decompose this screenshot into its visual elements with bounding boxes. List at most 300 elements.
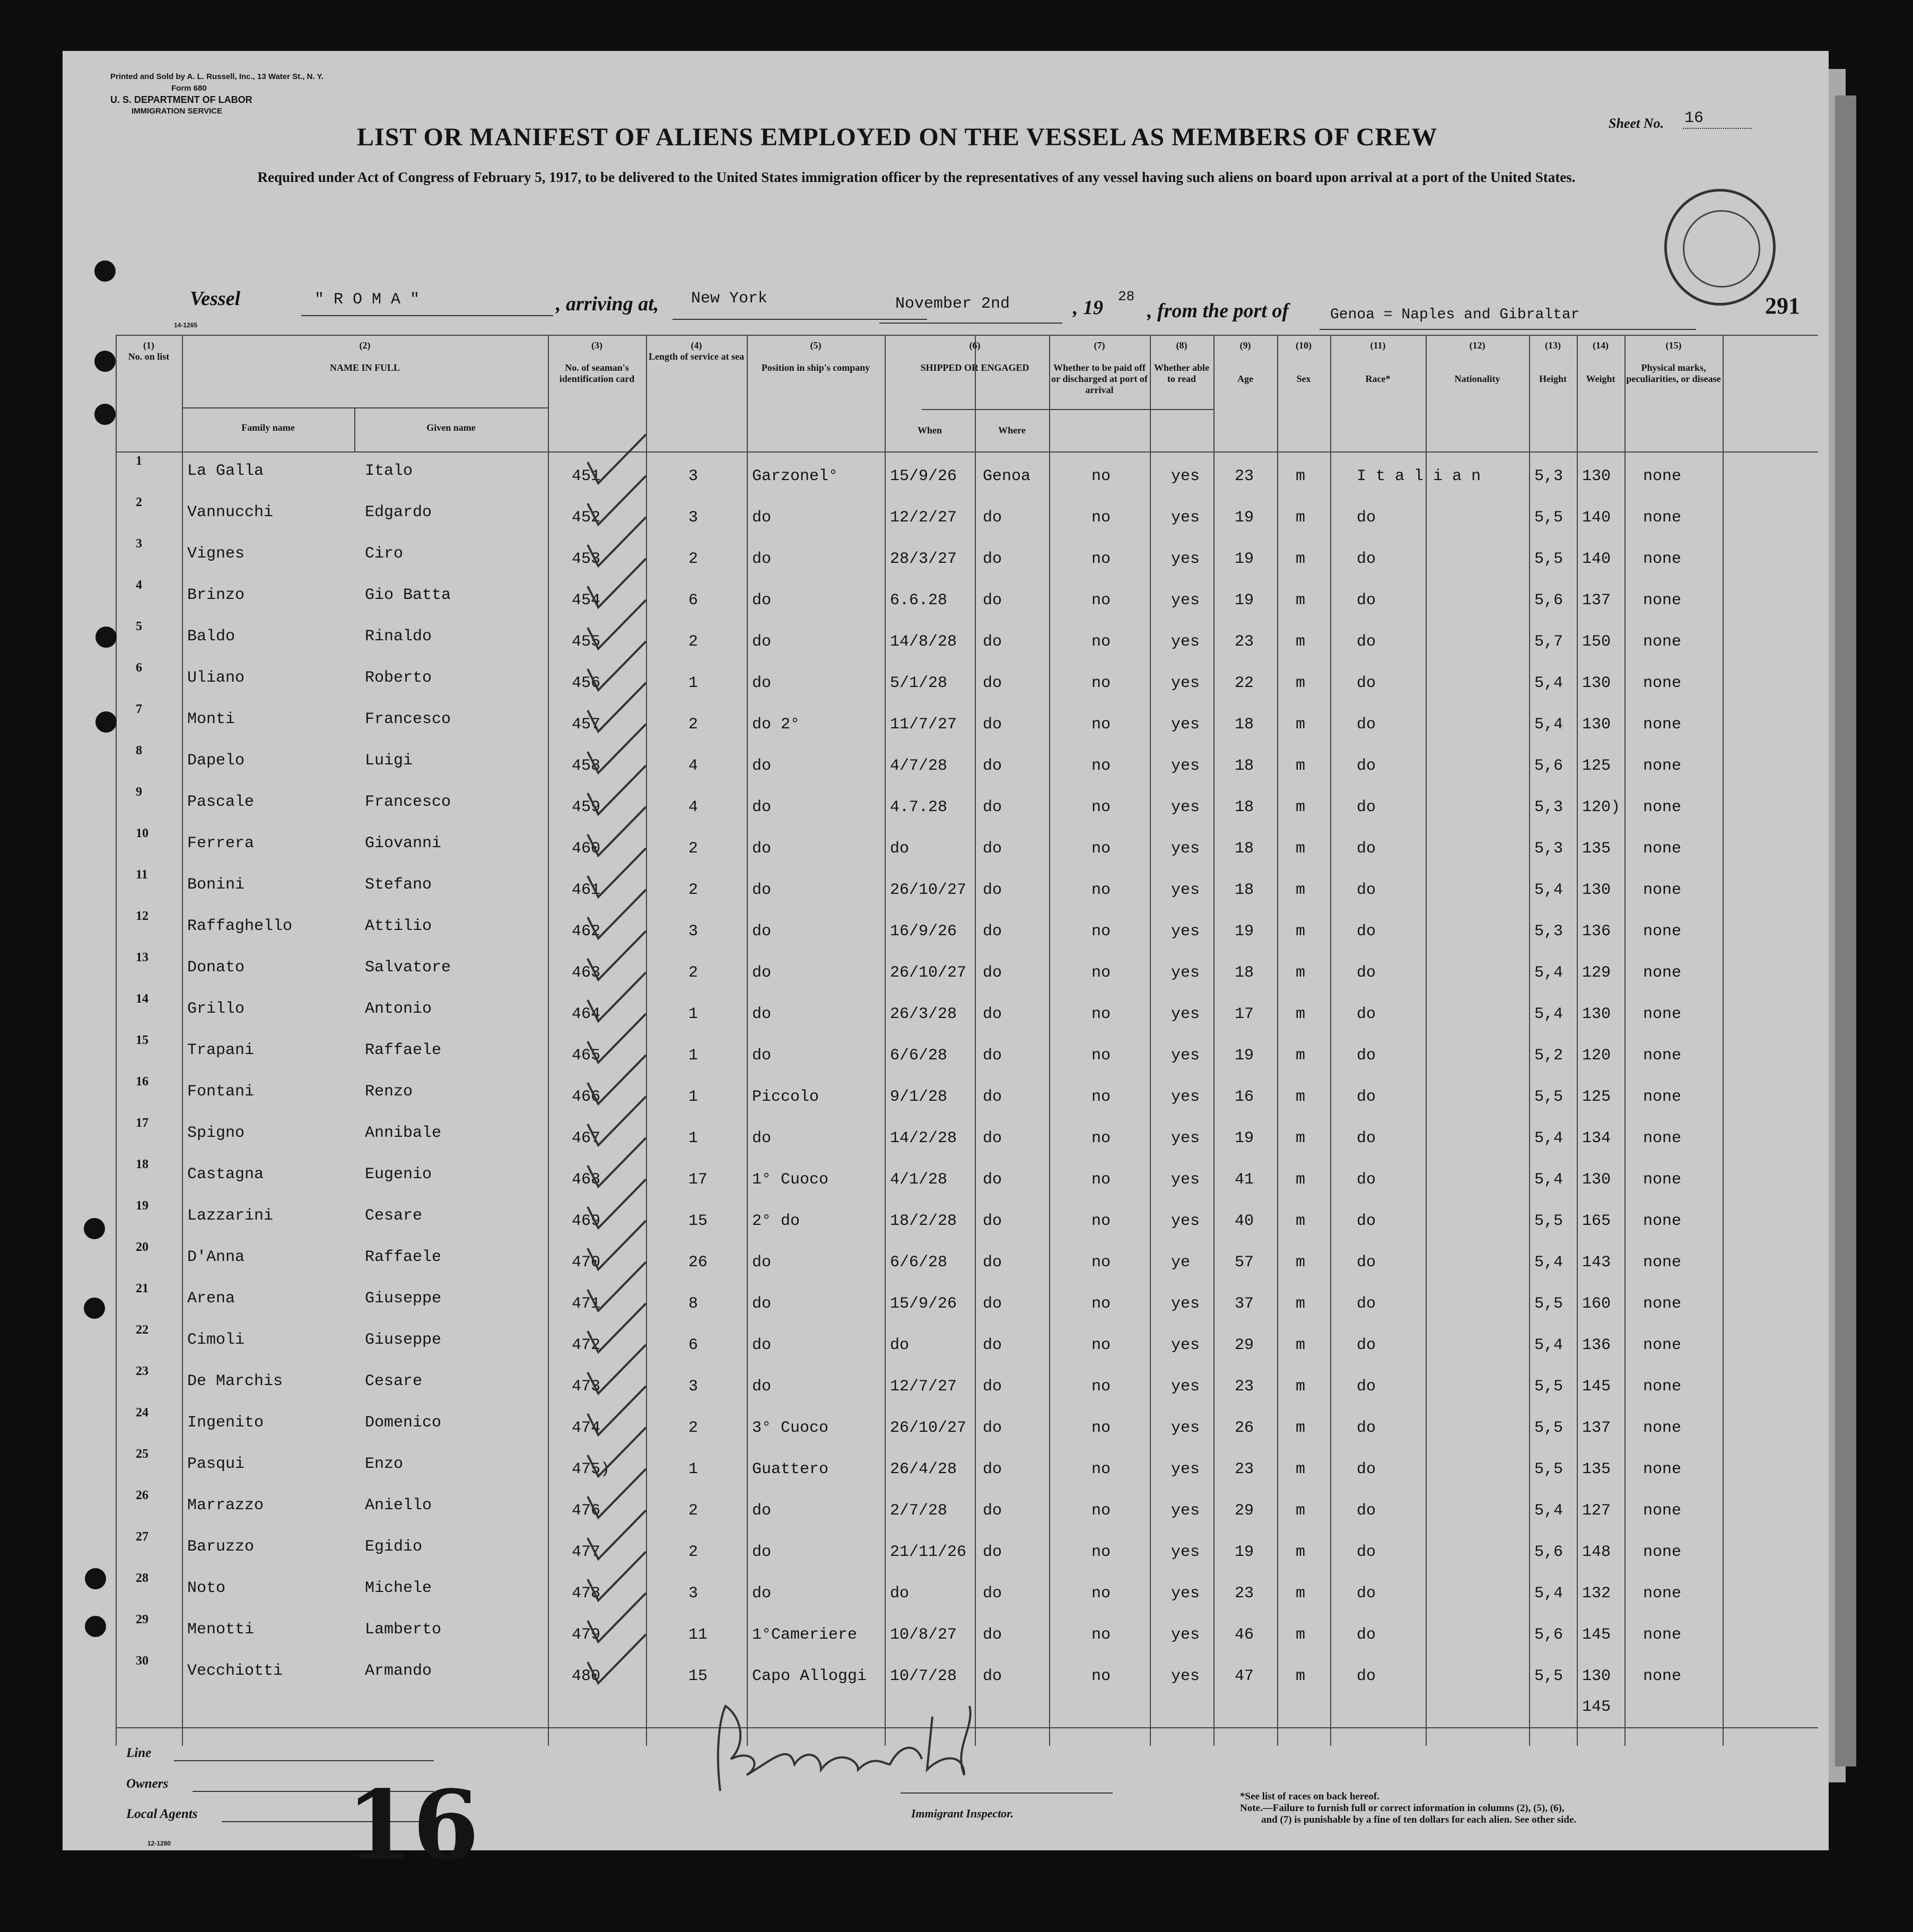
- able-to-read-cell: yes: [1171, 1005, 1200, 1023]
- physical-marks-cell: none: [1643, 1667, 1682, 1685]
- shipped-when-cell: 26/10/27: [890, 964, 967, 982]
- race-cell: do: [1357, 550, 1376, 568]
- position-cell: do: [752, 964, 772, 982]
- family-name-cell: La Galla: [187, 462, 264, 480]
- physical-marks-cell: none: [1643, 674, 1682, 692]
- age-cell: 18: [1235, 757, 1254, 775]
- given-name-cell: Aniello: [365, 1496, 432, 1515]
- sex-cell: m: [1296, 467, 1306, 485]
- paid-off-cell: no: [1091, 1543, 1111, 1561]
- able-to-read-cell: yes: [1171, 509, 1200, 527]
- service-length-cell: 2: [688, 1419, 698, 1437]
- inspector-label: Immigrant Inspector.: [911, 1807, 1014, 1820]
- weight-cell: 130: [1582, 881, 1611, 899]
- card-number-cell: 463: [572, 964, 601, 982]
- card-number-cell: 461: [572, 881, 601, 899]
- able-to-read-cell: yes: [1171, 633, 1200, 651]
- printer-credit: Printed and Sold by A. L. Russell, Inc., 13 Water St., N. Y.: [110, 72, 324, 81]
- row-number: 26: [136, 1489, 149, 1502]
- binding-hole: [84, 1218, 105, 1239]
- service-label: IMMIGRATION SERVICE: [132, 107, 223, 116]
- shipped-when-cell: 15/9/26: [890, 1295, 957, 1313]
- position-cell: 1° Cuoco: [752, 1171, 829, 1189]
- family-name-cell: Baldo: [187, 628, 235, 646]
- weight-cell: 135: [1582, 840, 1611, 858]
- family-name-cell: Monti: [187, 710, 235, 728]
- height-cell: 5,3: [1534, 798, 1563, 816]
- physical-marks-cell: none: [1643, 1295, 1682, 1313]
- card-number-cell: 466: [572, 1088, 601, 1106]
- age-cell: 19: [1235, 1543, 1254, 1561]
- row-number: 29: [136, 1613, 149, 1626]
- age-cell: 23: [1235, 1378, 1254, 1396]
- service-length-cell: 15: [688, 1212, 708, 1230]
- row-number: 19: [136, 1199, 149, 1213]
- arriving-label: , arriving at,: [556, 293, 659, 315]
- height-cell: 5,5: [1534, 1419, 1563, 1437]
- sex-cell: m: [1296, 1171, 1306, 1189]
- paid-off-cell: no: [1091, 591, 1111, 610]
- paid-off-cell: no: [1091, 674, 1111, 692]
- position-cell: do: [752, 840, 772, 858]
- position-cell: Piccolo: [752, 1088, 819, 1106]
- race-cell: do: [1357, 1502, 1376, 1520]
- sex-cell: m: [1296, 1088, 1306, 1106]
- weight-cell: 165: [1582, 1212, 1611, 1230]
- position-cell: do: [752, 1543, 772, 1561]
- able-to-read-cell: ye: [1171, 1254, 1191, 1272]
- physical-marks-cell: none: [1643, 1336, 1682, 1354]
- shipped-where-cell: do: [983, 1667, 1002, 1685]
- card-number-cell: 454: [572, 591, 601, 610]
- paid-off-cell: no: [1091, 840, 1111, 858]
- family-name-cell: Brinzo: [187, 586, 245, 604]
- col12-header: (12) Nationality: [1454, 340, 1500, 384]
- able-to-read-cell: yes: [1171, 1419, 1200, 1437]
- col6-where-header: Where: [998, 425, 1026, 436]
- paid-off-cell: no: [1091, 1047, 1111, 1065]
- position-cell: do: [752, 591, 772, 610]
- service-length-cell: 11: [688, 1626, 708, 1644]
- height-cell: 5,4: [1534, 1502, 1563, 1520]
- shipped-where-cell: do: [983, 881, 1002, 899]
- col14-header: (14) Weight: [1586, 340, 1615, 384]
- age-cell: 23: [1235, 1460, 1254, 1478]
- able-to-read-cell: yes: [1171, 1460, 1200, 1478]
- race-cell: do: [1357, 1005, 1376, 1023]
- row-number: 16: [136, 1075, 149, 1089]
- race-cell: do: [1357, 1088, 1376, 1106]
- family-name-cell: Donato: [187, 959, 245, 977]
- binding-hole: [85, 1616, 106, 1637]
- service-length-cell: 3: [688, 467, 698, 485]
- card-number-cell: 464: [572, 1005, 601, 1023]
- sex-cell: m: [1296, 1212, 1306, 1230]
- row-number: 5: [136, 620, 142, 633]
- physical-marks-cell: none: [1643, 1543, 1682, 1561]
- card-number-cell: 468: [572, 1171, 601, 1189]
- family-name-cell: De Marchis: [187, 1372, 283, 1390]
- sex-cell: m: [1296, 1502, 1306, 1520]
- card-number-cell: 472: [572, 1336, 601, 1354]
- weight-cell: 137: [1582, 1419, 1611, 1437]
- from-port: Genoa = Naples and Gibraltar: [1330, 307, 1580, 323]
- physical-marks-cell: none: [1643, 550, 1682, 568]
- service-length-cell: 1: [688, 1460, 698, 1478]
- sex-cell: m: [1296, 550, 1306, 568]
- shipped-when-cell: 26/4/28: [890, 1460, 957, 1478]
- given-name-cell: Annibale: [365, 1124, 442, 1142]
- binding-hole: [95, 711, 117, 733]
- family-name-cell: Fontani: [187, 1083, 255, 1101]
- col5-header: (5) Position in ship's company: [761, 340, 870, 373]
- weight-cell: 136: [1582, 1336, 1611, 1354]
- sex-cell: m: [1296, 757, 1306, 775]
- family-name-cell: Vannucchi: [187, 503, 274, 521]
- service-length-cell: 1: [688, 674, 698, 692]
- shipped-where-cell: do: [983, 716, 1002, 734]
- sex-cell: m: [1296, 1543, 1306, 1561]
- arriving-underline: [672, 319, 927, 320]
- paid-off-cell: no: [1091, 964, 1111, 982]
- given-name-cell: Armando: [365, 1662, 432, 1680]
- age-cell: 19: [1235, 923, 1254, 941]
- able-to-read-cell: yes: [1171, 1667, 1200, 1685]
- row-number: 11: [136, 868, 148, 882]
- col7-header: (7) Whether to be paid off or discharged at port of arrival: [1051, 340, 1148, 395]
- able-to-read-cell: yes: [1171, 1295, 1200, 1313]
- shipped-where-cell: do: [983, 1378, 1002, 1396]
- shipped-when-cell: 28/3/27: [890, 550, 957, 568]
- height-cell: 5,4: [1534, 716, 1563, 734]
- height-cell: 5,5: [1534, 509, 1563, 527]
- able-to-read-cell: yes: [1171, 840, 1200, 858]
- shipped-when-cell: 21/11/26: [890, 1543, 967, 1561]
- race-cell: do: [1357, 1336, 1376, 1354]
- sex-cell: m: [1296, 674, 1306, 692]
- able-to-read-cell: yes: [1171, 1088, 1200, 1106]
- footer-note-2: Note.—Failure to furnish full or correct information in columns (2), (5), (6),: [1240, 1803, 1565, 1814]
- position-cell: do: [752, 923, 772, 941]
- year-label: , 19: [1073, 297, 1103, 319]
- physical-marks-cell: none: [1643, 840, 1682, 858]
- paid-off-cell: no: [1091, 1129, 1111, 1147]
- given-name-cell: Cesare: [365, 1207, 423, 1225]
- paid-off-cell: no: [1091, 1585, 1111, 1603]
- family-name-cell: Pasqui: [187, 1455, 245, 1473]
- age-cell: 18: [1235, 881, 1254, 899]
- paid-off-cell: no: [1091, 923, 1111, 941]
- service-length-cell: 1: [688, 1047, 698, 1065]
- paid-off-cell: no: [1091, 1626, 1111, 1644]
- paid-off-cell: no: [1091, 633, 1111, 651]
- sex-cell: m: [1296, 1336, 1306, 1354]
- service-length-cell: 6: [688, 1336, 698, 1354]
- card-number-cell: 462: [572, 923, 601, 941]
- race-cell: do: [1357, 1460, 1376, 1478]
- given-name-cell: Antonio: [365, 1000, 432, 1018]
- sex-cell: m: [1296, 1378, 1306, 1396]
- weight-cell: 130: [1582, 674, 1611, 692]
- shipped-when-cell: 9/1/28: [890, 1088, 948, 1106]
- row-number: 1: [136, 454, 142, 468]
- shipped-where-cell: do: [983, 633, 1002, 651]
- binding-hole: [85, 1568, 106, 1589]
- card-number-cell: 467: [572, 1129, 601, 1147]
- service-length-cell: 4: [688, 757, 698, 775]
- able-to-read-cell: yes: [1171, 1129, 1200, 1147]
- vessel-name: " R O M A ": [315, 291, 420, 309]
- race-cell: do: [1357, 1171, 1376, 1189]
- paid-off-cell: no: [1091, 1005, 1111, 1023]
- height-cell: 5,3: [1534, 840, 1563, 858]
- footer-form-code: 12-1280: [147, 1840, 171, 1847]
- sex-cell: m: [1296, 1419, 1306, 1437]
- shipped-where-cell: do: [983, 1336, 1002, 1354]
- shipped-where-cell: Genoa: [983, 467, 1031, 485]
- binding-hole: [94, 404, 116, 425]
- position-cell: do: [752, 1585, 772, 1603]
- row-number: 21: [136, 1282, 149, 1295]
- position-cell: do: [752, 1378, 772, 1396]
- card-number-cell: 480: [572, 1667, 601, 1685]
- age-cell: 41: [1235, 1171, 1254, 1189]
- shipped-where-cell: do: [983, 798, 1002, 816]
- row-number: 10: [136, 826, 149, 840]
- service-length-cell: 2: [688, 550, 698, 568]
- race-cell: do: [1357, 509, 1376, 527]
- row-number: 30: [136, 1654, 149, 1668]
- card-number-cell: 460: [572, 840, 601, 858]
- given-name-cell: Giuseppe: [365, 1290, 442, 1308]
- position-cell: Guattero: [752, 1460, 829, 1478]
- service-length-cell: 3: [688, 509, 698, 527]
- sex-cell: m: [1296, 591, 1306, 610]
- row-number: 12: [136, 909, 149, 923]
- height-cell: 5,3: [1534, 467, 1563, 485]
- position-cell: do: [752, 1336, 772, 1354]
- service-length-cell: 2: [688, 881, 698, 899]
- physical-marks-cell: none: [1643, 1502, 1682, 1520]
- height-cell: 5,6: [1534, 1626, 1563, 1644]
- service-length-cell: 2: [688, 964, 698, 982]
- binding-hole: [94, 351, 116, 372]
- card-number-cell: 470: [572, 1254, 601, 1272]
- shipped-when-cell: 4/7/28: [890, 757, 948, 775]
- given-name-cell: Domenico: [365, 1414, 442, 1432]
- height-cell: 5,4: [1534, 1585, 1563, 1603]
- weight-cell: 130: [1582, 1005, 1611, 1023]
- given-name-cell: Eugenio: [365, 1165, 432, 1183]
- position-cell: do: [752, 1502, 772, 1520]
- height-cell: 5,7: [1534, 633, 1563, 651]
- height-cell: 5,5: [1534, 1295, 1563, 1313]
- row-number: 4: [136, 578, 142, 592]
- position-cell: 3° Cuoco: [752, 1419, 829, 1437]
- row-number: 9: [136, 785, 142, 799]
- weight-cell: 145: [1582, 1378, 1611, 1396]
- footer-note-3: and (7) is punishable by a fine of ten dollars for each alien. See other side.: [1261, 1814, 1577, 1825]
- sex-cell: m: [1296, 716, 1306, 734]
- row-number: 13: [136, 951, 149, 964]
- age-cell: 40: [1235, 1212, 1254, 1230]
- shipped-where-cell: do: [983, 1585, 1002, 1603]
- family-name-cell: Arena: [187, 1290, 235, 1308]
- arrival-date: November 2nd: [895, 295, 1010, 313]
- weight-cell: 125: [1582, 1088, 1611, 1106]
- age-cell: 18: [1235, 964, 1254, 982]
- race-cell: do: [1357, 1543, 1376, 1561]
- family-name-cell: Raffaghello: [187, 917, 293, 935]
- family-name-cell: Marrazzo: [187, 1496, 264, 1515]
- extra-weight-cell: 145: [1582, 1698, 1611, 1716]
- physical-marks-cell: none: [1643, 633, 1682, 651]
- given-name-cell: Giovanni: [365, 834, 442, 852]
- physical-marks-cell: none: [1643, 1626, 1682, 1644]
- height-cell: 5,4: [1534, 1254, 1563, 1272]
- family-name-cell: Uliano: [187, 669, 245, 687]
- paid-off-cell: no: [1091, 757, 1111, 775]
- shipped-when-cell: do: [890, 1585, 910, 1603]
- sex-cell: m: [1296, 1129, 1306, 1147]
- row-number: 6: [136, 661, 142, 675]
- position-cell: do: [752, 798, 772, 816]
- height-cell: 5,3: [1534, 923, 1563, 941]
- shipped-when-cell: 14/8/28: [890, 633, 957, 651]
- able-to-read-cell: yes: [1171, 550, 1200, 568]
- given-name-cell: Cesare: [365, 1372, 423, 1390]
- family-name-cell: Noto: [187, 1579, 226, 1597]
- height-cell: 5,5: [1534, 1088, 1563, 1106]
- position-cell: do: [752, 550, 772, 568]
- vessel-underline: [301, 315, 553, 316]
- year-suffix: 28: [1118, 289, 1135, 304]
- able-to-read-cell: yes: [1171, 798, 1200, 816]
- family-name-cell: Grillo: [187, 1000, 245, 1018]
- shipped-when-cell: 4.7.28: [890, 798, 948, 816]
- inspector-underline: [901, 1792, 1113, 1794]
- card-number-cell: 458: [572, 757, 601, 775]
- row-number: 3: [136, 537, 142, 551]
- shipped-when-cell: 6/6/28: [890, 1254, 948, 1272]
- given-name-cell: Luigi: [365, 752, 413, 770]
- race-cell: do: [1357, 964, 1376, 982]
- row-number: 7: [136, 702, 142, 716]
- given-name-cell: Gio Batta: [365, 586, 451, 604]
- weight-cell: 130: [1582, 1667, 1611, 1685]
- race-cell: do: [1357, 1047, 1376, 1065]
- family-name-cell: Cimoli: [187, 1331, 245, 1349]
- binding-hole: [94, 260, 116, 282]
- age-cell: 18: [1235, 798, 1254, 816]
- given-name-cell: Roberto: [365, 669, 432, 687]
- height-cell: 5,5: [1534, 1378, 1563, 1396]
- weight-cell: 130: [1582, 1171, 1611, 1189]
- col15-header: (15) Physical marks, peculiarities, or disease: [1626, 340, 1721, 384]
- row-number: 14: [136, 992, 149, 1006]
- card-number-cell: 473: [572, 1378, 601, 1396]
- card-number-cell: 474: [572, 1419, 601, 1437]
- physical-marks-cell: none: [1643, 1047, 1682, 1065]
- age-cell: 19: [1235, 550, 1254, 568]
- physical-marks-cell: none: [1643, 881, 1682, 899]
- weight-cell: 140: [1582, 550, 1611, 568]
- able-to-read-cell: yes: [1171, 1212, 1200, 1230]
- card-number-cell: 465: [572, 1047, 601, 1065]
- row-number: 18: [136, 1158, 149, 1171]
- able-to-read-cell: yes: [1171, 881, 1200, 899]
- manifest-page: [63, 51, 1829, 1882]
- family-name-cell: Vignes: [187, 545, 245, 563]
- shipped-when-cell: 26/10/27: [890, 881, 967, 899]
- weight-cell: 145: [1582, 1626, 1611, 1644]
- shipped-when-cell: 14/2/28: [890, 1129, 957, 1147]
- row-number: 20: [136, 1240, 149, 1254]
- position-cell: do: [752, 1129, 772, 1147]
- stamped-sheet-number: 16: [346, 1770, 479, 1882]
- card-number-cell: 476: [572, 1502, 601, 1520]
- shipped-where-cell: do: [983, 1047, 1002, 1065]
- age-cell: 23: [1235, 1585, 1254, 1603]
- shipped-where-cell: do: [983, 674, 1002, 692]
- paid-off-cell: no: [1091, 1378, 1111, 1396]
- sex-cell: m: [1296, 509, 1306, 527]
- physical-marks-cell: none: [1643, 798, 1682, 816]
- paid-off-cell: no: [1091, 881, 1111, 899]
- paid-off-cell: no: [1091, 1336, 1111, 1354]
- family-name-cell: Ingenito: [187, 1414, 264, 1432]
- family-name-cell: Pascale: [187, 793, 255, 811]
- owners-label: Owners: [126, 1777, 169, 1791]
- weight-cell: 135: [1582, 1460, 1611, 1478]
- row-number: 2: [136, 495, 142, 509]
- paid-off-cell: no: [1091, 1419, 1111, 1437]
- form-subtitle: Required under Act of Congress of February 5, 1917, to be delivered to the United States immigration officer by the representatives of any vessel having such aliens on board upon arrival at a port of the United States.: [257, 169, 1576, 185]
- able-to-read-cell: yes: [1171, 1626, 1200, 1644]
- paid-off-cell: no: [1091, 716, 1111, 734]
- age-cell: 23: [1235, 633, 1254, 651]
- row-number: 23: [136, 1364, 149, 1378]
- sex-cell: m: [1296, 1667, 1306, 1685]
- sheet-label: Sheet No.: [1609, 116, 1664, 131]
- race-cell: do: [1357, 840, 1376, 858]
- weight-cell: 120): [1582, 798, 1621, 816]
- physical-marks-cell: none: [1643, 757, 1682, 775]
- col9-header: (9) Age: [1237, 340, 1253, 384]
- sex-cell: m: [1296, 964, 1306, 982]
- shipped-when-cell: 26/10/27: [890, 1419, 967, 1437]
- given-name-cell: Raffaele: [365, 1248, 442, 1266]
- race-cell: do: [1357, 1667, 1376, 1685]
- shipped-where-cell: do: [983, 1254, 1002, 1272]
- shipped-when-cell: do: [890, 1336, 910, 1354]
- given-name-cell: Attilio: [365, 917, 432, 935]
- shipped-when-cell: 5/1/28: [890, 674, 948, 692]
- card-number-cell: 479: [572, 1626, 601, 1644]
- physical-marks-cell: none: [1643, 467, 1682, 485]
- family-name-cell: Spigno: [187, 1124, 245, 1142]
- height-cell: 5,6: [1534, 1543, 1563, 1561]
- position-cell: do: [752, 674, 772, 692]
- card-number-cell: 451: [572, 467, 601, 485]
- weight-cell: 148: [1582, 1543, 1611, 1561]
- sex-cell: m: [1296, 633, 1306, 651]
- service-length-cell: 17: [688, 1171, 708, 1189]
- col6-when-header: When: [917, 425, 942, 436]
- service-length-cell: 2: [688, 840, 698, 858]
- age-cell: 19: [1235, 591, 1254, 610]
- shipped-where-cell: do: [983, 1543, 1002, 1561]
